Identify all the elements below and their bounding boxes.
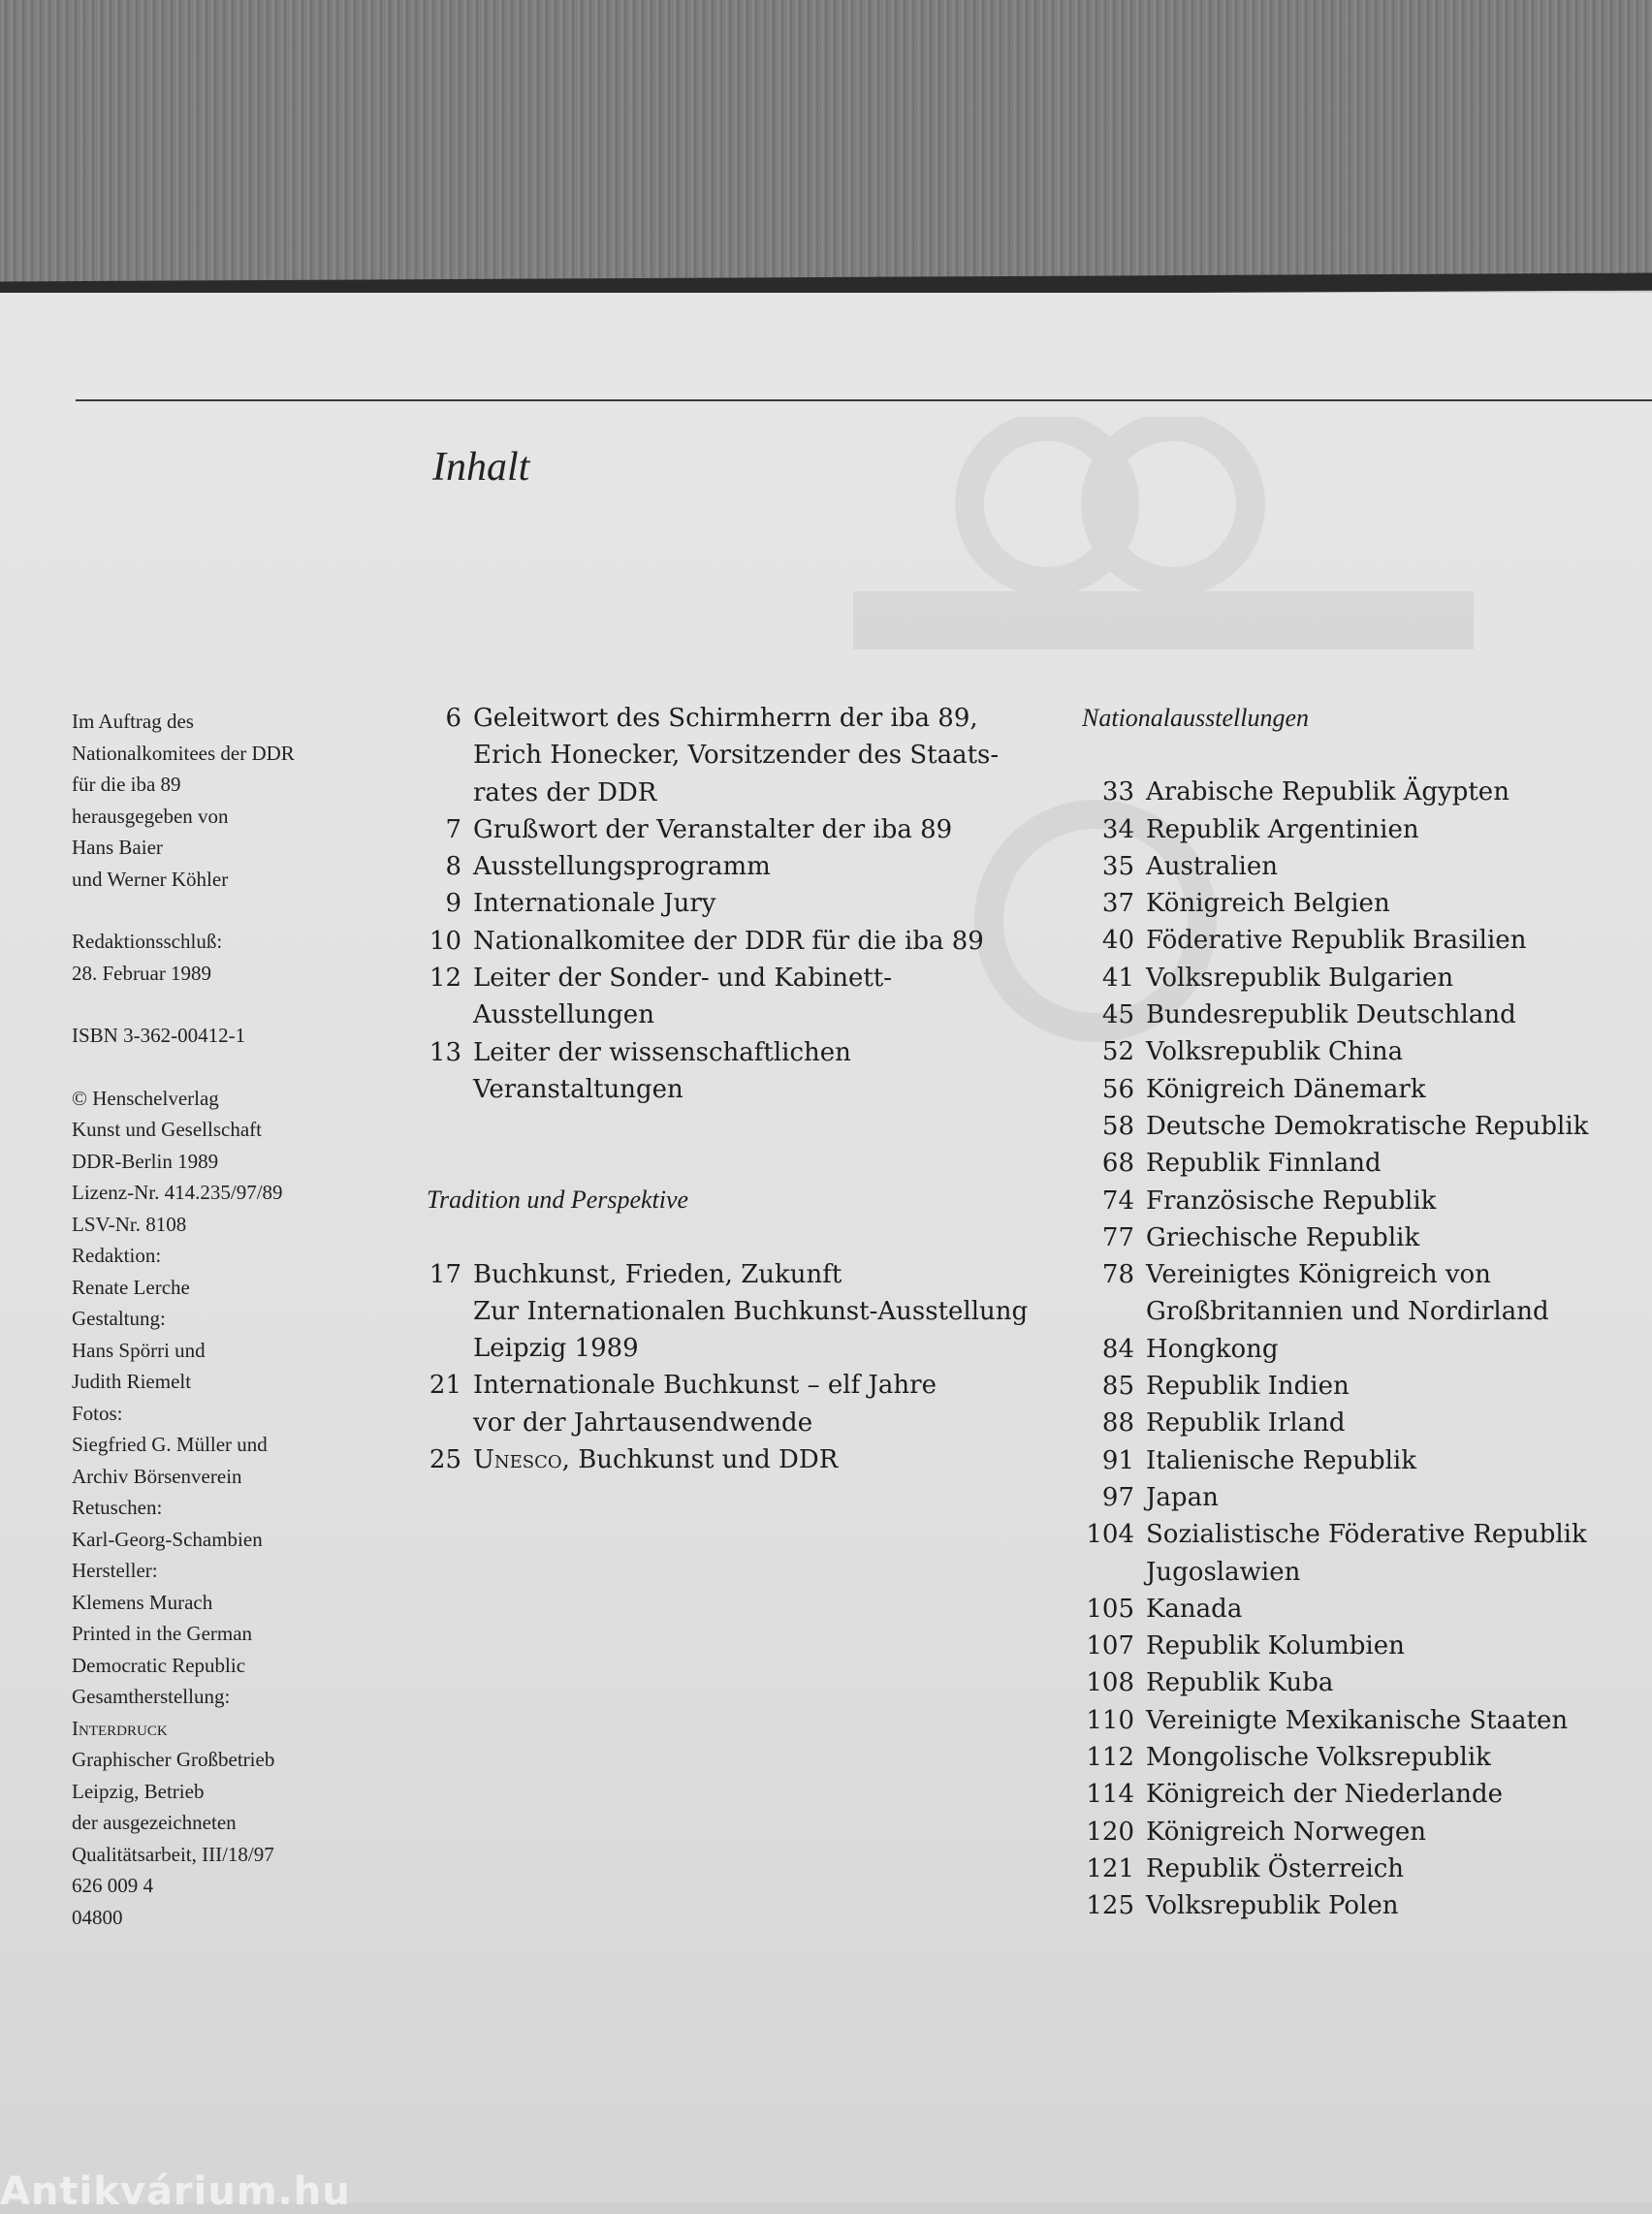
- entry-title: [1146, 885, 1644, 922]
- page-title: Inhalt: [432, 445, 530, 490]
- toc-entry: [1082, 960, 1644, 996]
- toc-entry: [427, 1034, 1028, 1109]
- entry-title: [1146, 1702, 1644, 1739]
- entry-title: [1146, 1442, 1644, 1479]
- page-number: 37: [1101, 889, 1134, 919]
- page-number: 68: [1101, 1149, 1134, 1179]
- toc-entry: [427, 960, 1028, 1034]
- entry-title: [1146, 1850, 1644, 1887]
- text-line: Republik Kolumbien: [1146, 1631, 1405, 1661]
- page-number: 84: [1101, 1334, 1134, 1364]
- page-number: 104: [1086, 1520, 1134, 1550]
- text-line: Republik Argentinien: [1146, 814, 1419, 844]
- toc-entry: [1082, 1814, 1644, 1850]
- text-line: Qualitätsarbeit, III/18/97: [72, 1842, 274, 1866]
- text-line: Siegfried G. Müller und: [72, 1433, 268, 1456]
- entry-title: [1146, 1033, 1644, 1070]
- text-line: für die iba 89: [72, 773, 181, 796]
- page-number: 77: [1101, 1222, 1134, 1252]
- text-line: Französische Republik: [1146, 1186, 1437, 1216]
- section-title-national: Nationalausstellungen: [1082, 704, 1309, 732]
- text-line: Bundesrepublik Deutschland: [1146, 1000, 1516, 1030]
- text-line: Democratic Republic: [72, 1653, 246, 1677]
- entry-title: [473, 1256, 1028, 1368]
- entry-title: [473, 885, 1028, 922]
- text-line: Redaktionsschluß:: [72, 930, 223, 953]
- page-number: 107: [1086, 1631, 1134, 1661]
- toc-entry: [1082, 885, 1644, 922]
- page-number: 120: [1086, 1817, 1134, 1847]
- toc-right-column: [1082, 700, 1644, 1925]
- text-line: Sozialistische Föderative Republik: [1146, 1520, 1587, 1550]
- text-line: © Henschelverlag: [72, 1086, 219, 1110]
- text-line: Grußwort der Veranstalter der iba 89: [473, 814, 953, 844]
- page-number: 33: [1101, 777, 1134, 807]
- text-line: Republik Irland: [1146, 1408, 1346, 1439]
- entry-title: [1146, 774, 1644, 810]
- toc-entry: [427, 700, 1028, 811]
- text-line: Ausstellungsprogramm: [473, 852, 771, 882]
- text-line: Vereinigte Mexikanische Staaten: [1146, 1705, 1569, 1735]
- toc-entry: [427, 1256, 1028, 1368]
- toc-entry: [427, 848, 1028, 885]
- text-line: Republik Österreich: [1146, 1853, 1405, 1883]
- page-number: 108: [1086, 1668, 1134, 1698]
- toc-entry: [1082, 1183, 1644, 1219]
- text-line: Erich Honecker, Vorsitzender des Staats-: [473, 741, 1000, 771]
- entry-title: [473, 811, 1028, 848]
- entry-title: [1146, 1591, 1644, 1628]
- text-line: LSV-Nr. 8108: [72, 1212, 187, 1236]
- entry-title: [1146, 1145, 1644, 1182]
- text-line: Republik Indien: [1146, 1372, 1350, 1402]
- page-number: 97: [1101, 1482, 1134, 1512]
- text-line: Im Auftrag des: [72, 710, 194, 733]
- header-rule: [76, 399, 1652, 401]
- entry-title: [473, 1367, 1028, 1441]
- entry-title: [473, 923, 1028, 960]
- text-line: Königreich Norwegen: [1146, 1817, 1427, 1847]
- text-line: Buchkunst, Frieden, Zukunft: [473, 1259, 842, 1289]
- text-line: vor der Jahrtausendwende: [473, 1407, 813, 1438]
- entry-title: [473, 960, 1028, 1034]
- entry-title: [1146, 811, 1644, 848]
- toc-entry: [1082, 1331, 1644, 1368]
- text-line: Printed in the German: [72, 1622, 253, 1645]
- page-number: 114: [1086, 1780, 1134, 1810]
- page-number: 105: [1086, 1594, 1134, 1624]
- text-line: Japan: [1146, 1482, 1219, 1512]
- text-line: Kanada: [1146, 1594, 1243, 1624]
- page-number: 7: [445, 814, 461, 844]
- text-line: Unesco, Buchkunst und DDR: [473, 1445, 839, 1475]
- text-line: Hongkong: [1146, 1334, 1279, 1364]
- text-line: Kunst und Gesellschaft: [72, 1118, 262, 1141]
- page-number: 78: [1101, 1260, 1134, 1290]
- toc-entry: [1082, 811, 1644, 848]
- text-line: Australien: [1146, 851, 1279, 881]
- page-number: 112: [1086, 1743, 1134, 1773]
- text-line: Judith Riemelt: [72, 1370, 192, 1393]
- text-line: DDR-Berlin 1989: [72, 1149, 219, 1173]
- toc-middle-column: [427, 700, 1028, 1478]
- text-line: Archiv Börsenverein: [72, 1464, 242, 1488]
- text-line: herausgegeben von: [72, 804, 229, 828]
- toc-entry: [1082, 1516, 1644, 1591]
- text-line: Retuschen:: [72, 1496, 163, 1519]
- watermark: Antikvárium.hu: [0, 2169, 351, 2214]
- colophon-block: [72, 1020, 401, 1052]
- entry-title: [1146, 1739, 1644, 1776]
- text-line: und Werner Köhler: [72, 867, 229, 891]
- toc-entry: [1082, 1108, 1644, 1145]
- toc-entry: [427, 923, 1028, 960]
- text-line: Volksrepublik China: [1146, 1037, 1404, 1067]
- toc-entry: [1082, 1405, 1644, 1441]
- toc-entry: [1082, 1702, 1644, 1739]
- text-line: Internationale Jury: [473, 889, 716, 919]
- toc-entry: [1082, 848, 1644, 885]
- text-line: Hans Baier: [72, 836, 163, 859]
- toc-entry: [1082, 1739, 1644, 1776]
- text-line: Deutsche Demokratische Republik: [1146, 1111, 1589, 1141]
- toc-entry: [1082, 1256, 1644, 1331]
- entry-title: [1146, 1776, 1644, 1813]
- text-line: Leipzig 1989: [473, 1334, 639, 1364]
- page-number: 9: [445, 889, 461, 919]
- page-number: 34: [1101, 814, 1134, 844]
- toc-general-list: [427, 700, 1028, 1108]
- text-line: Großbritannien und Nordirland: [1146, 1297, 1549, 1327]
- page-number: 8: [445, 852, 461, 882]
- text-line: Leipzig, Betrieb: [72, 1779, 205, 1803]
- text-line: Fotos:: [72, 1401, 123, 1425]
- page-number: 85: [1101, 1372, 1134, 1402]
- text-line: Karl-Georg-Schambien: [72, 1527, 263, 1551]
- text-line: Föderative Republik Brasilien: [1146, 926, 1527, 956]
- text-line: rates der DDR: [473, 777, 657, 807]
- text-line: Italienische Republik: [1146, 1445, 1416, 1475]
- toc-entry: [1082, 1628, 1644, 1664]
- entry-title: [1146, 1071, 1644, 1108]
- page-number: 10: [429, 926, 461, 956]
- entry-title: [1146, 1219, 1644, 1256]
- page-number: 6: [445, 704, 461, 733]
- text-line: Klemens Murach: [72, 1590, 213, 1614]
- page-number: 74: [1101, 1186, 1134, 1216]
- entry-title: [473, 1034, 1028, 1109]
- text-line: Volksrepublik Polen: [1146, 1891, 1399, 1921]
- page-number: 25: [429, 1445, 461, 1475]
- colophon-block: [72, 706, 401, 895]
- colophon-block: [72, 926, 401, 989]
- page-number: 58: [1101, 1111, 1134, 1141]
- entry-title: [1146, 1628, 1644, 1664]
- entry-title: [1146, 1183, 1644, 1219]
- entry-title: [1146, 1331, 1644, 1368]
- toc-entry: [427, 811, 1028, 848]
- toc-entry: [1082, 774, 1644, 810]
- toc-entry: [1082, 1145, 1644, 1182]
- toc-entry: [1082, 1591, 1644, 1628]
- text-line: Republik Finnland: [1146, 1149, 1382, 1179]
- colophon: [72, 706, 401, 1964]
- text-line: Redaktion:: [72, 1244, 162, 1267]
- toc-entry: [1082, 1442, 1644, 1479]
- toc-entry: [1082, 996, 1644, 1033]
- text-line: Graphischer Großbetrieb: [72, 1748, 275, 1771]
- background-surface: [0, 0, 1652, 291]
- text-line: Republik Kuba: [1146, 1668, 1334, 1698]
- page-number: 56: [1101, 1074, 1134, 1104]
- toc-entry: [1082, 1776, 1644, 1813]
- text-line: Königreich Belgien: [1146, 889, 1390, 919]
- page-number: 41: [1101, 963, 1134, 993]
- text-line: 626 009 4: [72, 1874, 153, 1897]
- toc-national-list: [1082, 774, 1644, 1924]
- section-title-tradition: Tradition und Perspektive: [427, 1186, 689, 1215]
- entry-title: [1146, 1108, 1644, 1145]
- page-number: 40: [1101, 926, 1134, 956]
- text-line: Gesamtherstellung:: [72, 1685, 231, 1708]
- colophon-block: [72, 1083, 401, 1934]
- entry-title: [1146, 1887, 1644, 1924]
- page-number: 21: [429, 1371, 461, 1401]
- page-number: 125: [1086, 1891, 1134, 1921]
- page-number: 35: [1101, 851, 1134, 881]
- page-number: 88: [1101, 1408, 1134, 1439]
- entry-title: [1146, 1814, 1644, 1850]
- entry-title: [1146, 1479, 1644, 1516]
- text-line: Mongolische Volksrepublik: [1146, 1743, 1491, 1773]
- text-line: Jugoslawien: [1146, 1557, 1301, 1587]
- text-line: Leiter der wissenschaftlichen: [473, 1037, 851, 1067]
- text-line: Nationalkomitee der DDR für die iba 89: [473, 926, 984, 956]
- toc-entry: [1082, 1219, 1644, 1256]
- text-line: 04800: [72, 1905, 123, 1929]
- toc-entry: [1082, 1071, 1644, 1108]
- entry-title: [1146, 996, 1644, 1033]
- text-line: Ausstellungen: [473, 1000, 654, 1030]
- toc-entry: [427, 885, 1028, 922]
- text-line: Lizenz-Nr. 414.235/97/89: [72, 1181, 283, 1204]
- text-line: Hans Spörri und: [72, 1338, 206, 1362]
- text-line: Renate Lerche: [72, 1275, 190, 1299]
- page-number: 110: [1086, 1705, 1134, 1735]
- text-line: ISBN 3-362-00412-1: [72, 1024, 246, 1047]
- toc-tradition-list: [427, 1256, 1028, 1479]
- page-number: 13: [429, 1037, 461, 1067]
- toc-entry: [1082, 1033, 1644, 1070]
- text-line: Griechische Republik: [1146, 1222, 1420, 1252]
- text-line: Veranstaltungen: [473, 1074, 683, 1104]
- text-line: Zur Internationalen Buchkunst-Ausstellung: [473, 1296, 1029, 1326]
- text-line: Leiter der Sonder- und Kabinett-: [473, 964, 893, 994]
- text-line: Geleitwort des Schirmherrn der iba 89,: [473, 704, 978, 733]
- page-number: 12: [429, 964, 461, 994]
- text-line: Volksrepublik Bulgarien: [1146, 963, 1454, 993]
- text-line: Arabische Republik Ägypten: [1146, 777, 1509, 807]
- text-line: 28. Februar 1989: [72, 961, 212, 985]
- entry-title: [1146, 1516, 1644, 1591]
- entry-title: [1146, 848, 1644, 885]
- toc-entry: [1082, 922, 1644, 959]
- toc-entry: [427, 1367, 1028, 1441]
- toc-entry: [427, 1441, 1028, 1478]
- text-line: der ausgezeichneten: [72, 1811, 237, 1834]
- entry-title: [473, 700, 1028, 811]
- toc-entry: [1082, 1664, 1644, 1701]
- text-line: Königreich der Niederlande: [1146, 1780, 1504, 1810]
- page-number: 91: [1101, 1445, 1134, 1475]
- text-line: Hersteller:: [72, 1559, 158, 1582]
- page-number: 45: [1101, 1000, 1134, 1030]
- text-line: Interdruck: [72, 1716, 168, 1740]
- entry-title: [473, 1441, 1028, 1478]
- entry-title: [1146, 1405, 1644, 1441]
- entry-title: [1146, 1256, 1644, 1331]
- toc-entry: [1082, 1887, 1644, 1924]
- text-line: Nationalkomitees der DDR: [72, 741, 295, 765]
- text-line: Internationale Buchkunst – elf Jahre: [473, 1371, 937, 1401]
- text-line: Vereinigtes Königreich von: [1146, 1260, 1491, 1290]
- entry-title: [1146, 1664, 1644, 1701]
- entry-title: [1146, 1368, 1644, 1405]
- entry-title: [1146, 960, 1644, 996]
- text-line: Königreich Dänemark: [1146, 1074, 1426, 1104]
- page-number: 121: [1086, 1853, 1134, 1883]
- toc-entry: [1082, 1368, 1644, 1405]
- entry-title: [473, 848, 1028, 885]
- page-number: 17: [429, 1259, 461, 1289]
- toc-entry: [1082, 1479, 1644, 1516]
- toc-entry: [1082, 1850, 1644, 1887]
- page-number: 52: [1101, 1037, 1134, 1067]
- entry-title: [1146, 922, 1644, 959]
- text-line: Gestaltung:: [72, 1307, 166, 1330]
